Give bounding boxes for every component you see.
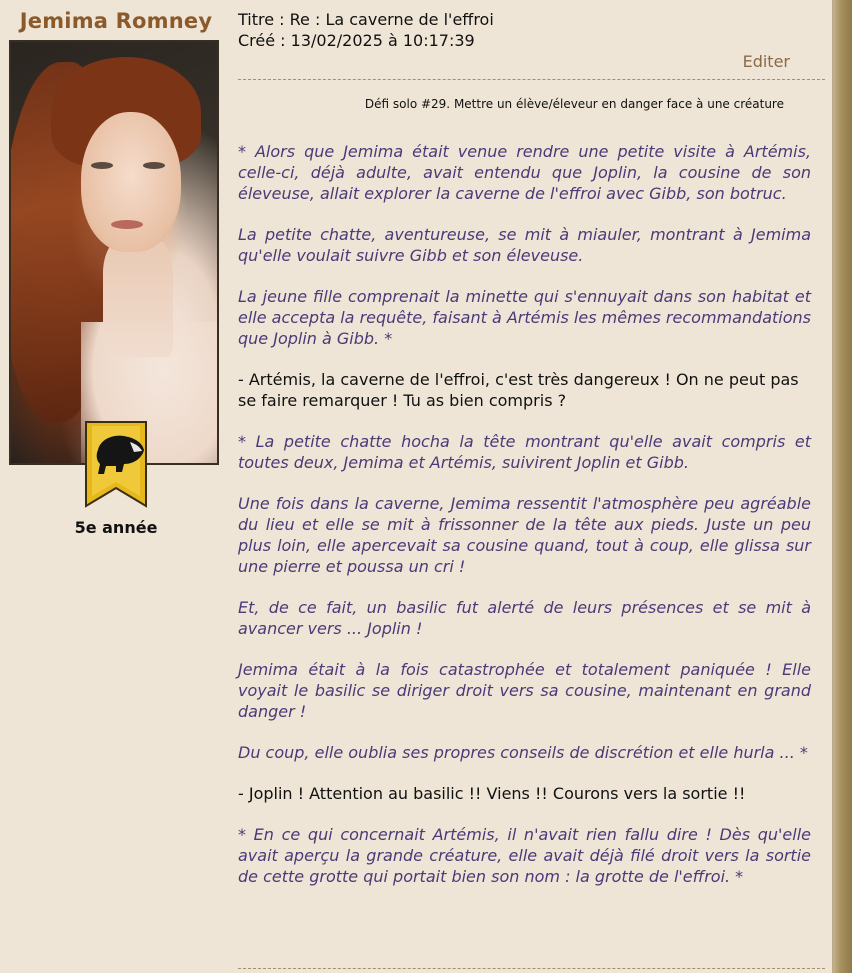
post-title: Titre : Re : La caverne de l'effroi (238, 10, 494, 29)
footer-divider (238, 968, 825, 969)
hufflepuff-badger-banner-icon (84, 420, 148, 508)
author-name[interactable]: Jemima Romney (19, 9, 213, 33)
header-divider (238, 79, 825, 80)
post-meta (238, 9, 494, 51)
post-date: Créé : 13/02/2025 à 10:17:39 (238, 31, 475, 50)
post-body (238, 141, 811, 907)
post-paragraph: * La petite chatte hocha la tête montrant qu'elle avait compris et toutes deux, Jemima et Artémis, suivirent Joplin et Gibb. (238, 432, 811, 472)
post-paragraph: Jemima était à la fois catastrophée et totalement paniquée ! Elle voyait le basilic se diriger droit vers sa cousine, maintenant en grand danger ! (238, 660, 811, 721)
edit-post-link[interactable]: Editer (742, 52, 790, 71)
post-paragraph: La petite chatte, aventureuse, se mit à miauler, montrant à Jemima qu'elle voulait suivre Gibb et son éleveuse. (238, 225, 811, 265)
author-school-year: 5e année (74, 518, 158, 537)
post-paragraph: Une fois dans la caverne, Jemima ressentit l'atmosphère peu agréable du lieu et elle se mit à frissonner de la tête aux pieds. Juste un peu plus loin, elle apercevait sa cousine quand, tout à coup, elle glissa sur une pierre et poussa un cri ! (238, 494, 811, 576)
challenge-label: Défi solo #29. Mettre un élève/éleveur en danger face à une créature (364, 97, 784, 111)
post-paragraph: * Alors que Jemima était venue rendre une petite visite à Artémis, celle-ci, déjà adulte, avait entendu que Joplin, la cousine de son éleveuse, allait explorer la caverne de l'effroi avec Gibb, son botruc. (238, 142, 811, 203)
post-paragraph: - Artémis, la caverne de l'effroi, c'est très dangereux ! On ne peut pas se faire remarquer ! Tu as bien compris ? (238, 370, 799, 410)
post-paragraph: Et, de ce fait, un basilic fut alerté de leurs présences et se mit à avancer vers ... Joplin ! (238, 598, 811, 638)
post-paragraph: Du coup, elle oublia ses propres conseils de discrétion et elle hurla ... * (238, 743, 808, 762)
page-border-right (833, 0, 852, 973)
post-paragraph: * En ce qui concernait Artémis, il n'avait rien fallu dire ! Dès qu'elle avait aperçu la grande créature, elle avait déjà filé droit vers la sortie de cette grotte qui portait bien son nom : la grotte de l'effroi. * (238, 825, 811, 886)
author-avatar (9, 40, 219, 465)
post-paragraph: - Joplin ! Attention au basilic !! Viens !! Courons vers la sortie !! (238, 784, 746, 803)
post-paragraph: La jeune fille comprenait la minette qui s'ennuyait dans son habitat et elle accepta la requête, faisant à Artémis les mêmes recommandations que Joplin à Gibb. * (238, 287, 811, 348)
